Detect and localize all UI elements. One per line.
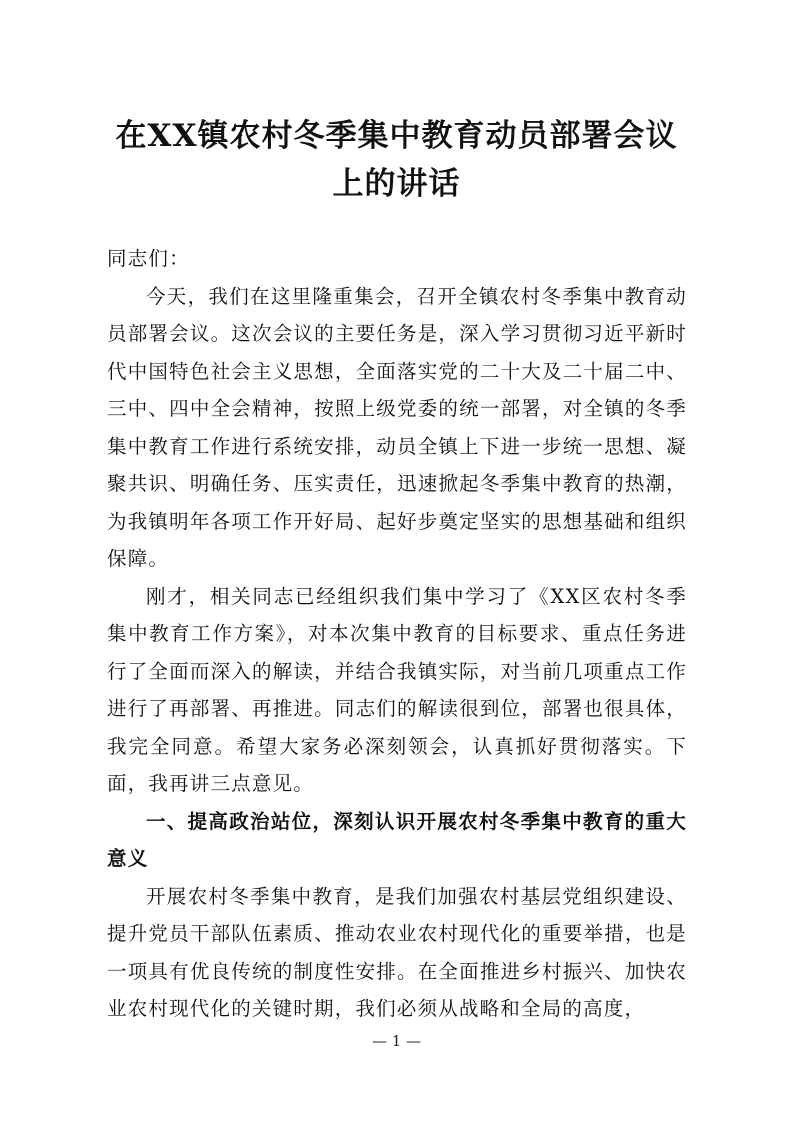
paragraph-review: 刚才，相关同志已经组织我们集中学习了《XX区农村冬季集中教育工作方案》，对本次集中教育的目标要求、重点任务进行了全面而深入的解读，并结合我镇实际，对当前几项重点工作进行了再部署、再推进。同志们的解读很到位，部署也很具体，我完全同意。希望大家务必深刻领会，认真抓好贯彻落实。下面，我再讲三点意见。 <box>107 584 687 795</box>
section-heading-1: 一、提高政治站位，深刻认识开展农村冬季集中教育的重大意义 <box>107 809 687 870</box>
page-number: — 1 — <box>371 1032 422 1050</box>
paragraph-opening: 今天，我们在这里隆重集会，召开全镇农村冬季集中教育动员部署会议。这次会议的主要任务是，深入学习贯彻习近平新时代中国特色社会主义思想，全面落实党的二十大及二十届二中、三中、四中全会精神，按照上级党委的统一部署，对全镇的冬季集中教育工作进行系统安排，动员全镇上下进一步统一思想、凝聚共识、明确任务、压实责任，迅速掀起冬季集中教育的热潮，为我镇明年各项工作开好局、起好步奠定坚实的思想基础和组织保障。 <box>107 284 687 570</box>
salutation: 同志们： <box>107 247 190 270</box>
title-line-1: 在XX镇农村冬季集中教育动员部署会议 <box>115 118 678 154</box>
section-1-paragraph: 开展农村冬季集中教育，是我们加强农村基层党组织建设、提升党员干部队伍素质、推动农业农村现代化的重要举措，也是一项具有优良传统的制度性安排。在全面推进乡村振兴、加快农业农村现代化的关键时期，我们必须从战略和全局的高度， <box>107 884 687 1020</box>
document-body <box>107 240 687 1028</box>
document-title <box>90 112 703 208</box>
title-line-2: 上的讲话 <box>332 166 461 202</box>
